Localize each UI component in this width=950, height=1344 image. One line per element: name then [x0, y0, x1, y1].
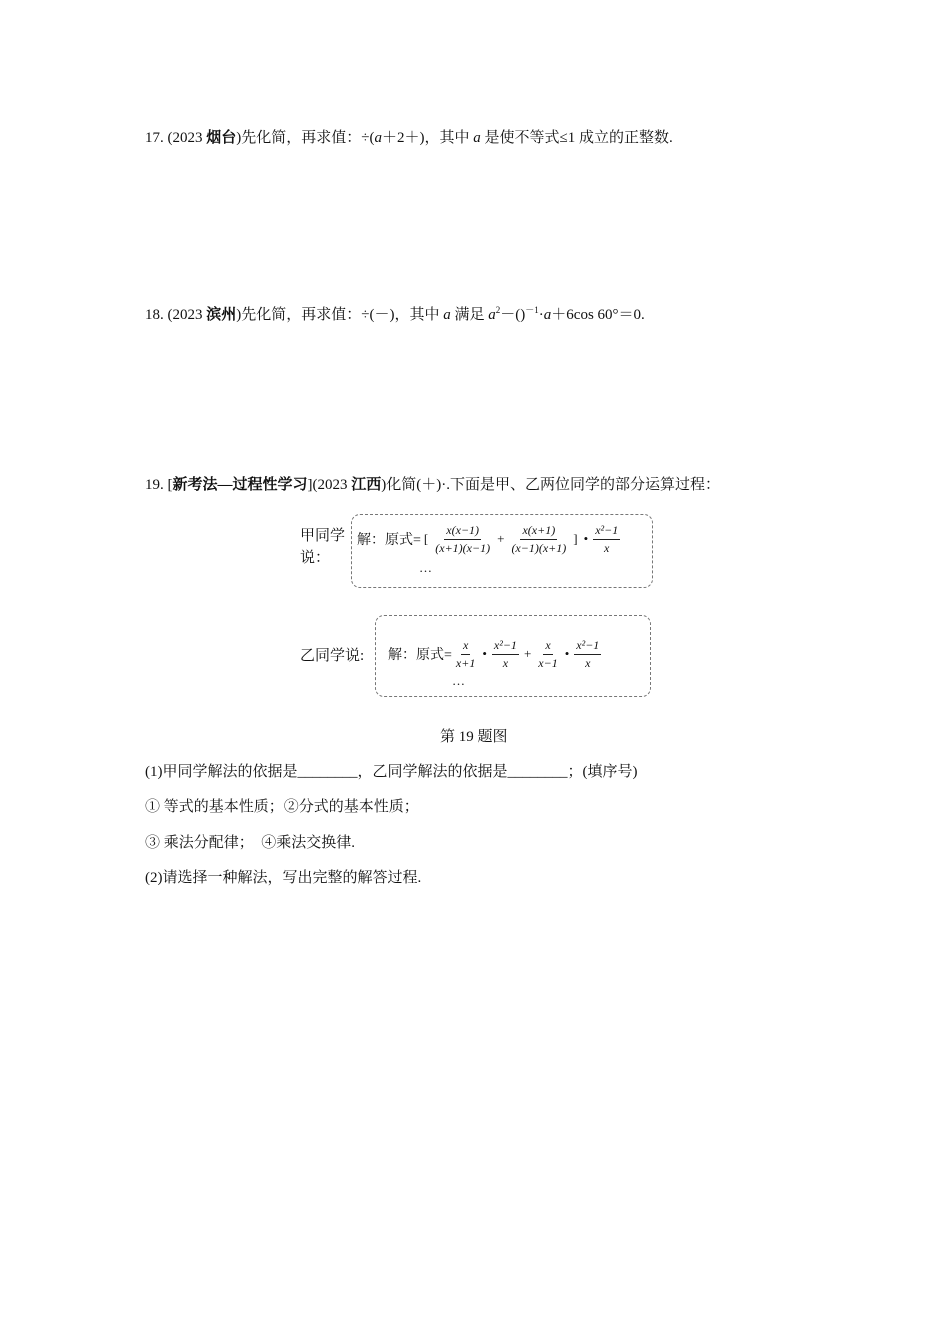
- numerator: x²−1: [574, 638, 601, 655]
- denominator: (x−1)(x+1): [511, 540, 567, 555]
- q19-source: 江西: [351, 477, 382, 493]
- ellipsis: …: [419, 560, 433, 575]
- var-a: a: [473, 130, 481, 146]
- figure-caption: 第 19 题图: [440, 729, 508, 745]
- q18-text: ＋6cos 60°＝0.: [551, 307, 645, 323]
- question-19: [145, 475, 720, 495]
- q17-number: 17. (2023: [145, 130, 207, 146]
- numerator: x²−1: [593, 523, 620, 540]
- options-1-2: ① 等式的基本性质；②分式的基本性质；: [145, 799, 419, 815]
- fraction: [593, 523, 620, 556]
- q17-source: 烟台: [206, 130, 237, 146]
- q19-text: )化简(＋)·.下面是甲、乙两位同学的部分运算过程：: [381, 477, 721, 493]
- ellipsis: …: [452, 673, 466, 688]
- plus: +: [523, 646, 532, 661]
- q18-number: 18. (2023: [145, 307, 207, 323]
- yi-label: 乙同学说:: [300, 648, 365, 664]
- fraction: [536, 638, 559, 671]
- yi-equation: [388, 633, 603, 675]
- fraction: [433, 523, 492, 556]
- dot: •: [482, 646, 487, 661]
- bracket: ]: [573, 531, 578, 546]
- q18-source: 滨州: [206, 307, 237, 323]
- q18-text: －(): [500, 307, 526, 323]
- exponent: －1: [525, 305, 539, 315]
- denominator: x−1: [538, 655, 558, 670]
- yi-start: 解：原式=: [388, 648, 452, 663]
- denominator: x: [585, 655, 591, 670]
- exponent: 2: [495, 305, 501, 315]
- numerator: x(x−1): [444, 523, 481, 540]
- plus: +: [497, 531, 505, 546]
- part-2: (2)请选择一种解法，写出完整的解答过程.: [145, 870, 422, 886]
- fraction: [492, 638, 519, 671]
- dot: •: [583, 531, 589, 546]
- jia-start: 解：原式=: [357, 533, 421, 548]
- var-a: a: [443, 307, 451, 323]
- question-18: [145, 300, 645, 325]
- q18-text: 满足: [450, 307, 489, 323]
- numerator: x²−1: [492, 638, 519, 655]
- var-a: a: [543, 307, 552, 323]
- fraction: [454, 638, 477, 671]
- bracket: [: [423, 531, 429, 546]
- jia-equation: [357, 518, 622, 560]
- var-a: a: [374, 130, 382, 146]
- q19-number: 19. [: [145, 477, 173, 493]
- options-3-4: ③ 乘法分配律； ④乘法交换律.: [145, 835, 356, 851]
- jia-label: 甲同学说：: [300, 528, 346, 566]
- denominator: (x+1)(x−1): [435, 540, 491, 555]
- q17-text: )先化简，再求值：÷(: [236, 130, 375, 146]
- numerator: x(x+1): [520, 523, 557, 540]
- denominator: x+1: [455, 655, 476, 670]
- var-a: a: [488, 307, 496, 323]
- numerator: x: [543, 638, 552, 655]
- q18-text: )先化简，再求值：÷(－)，其中: [236, 307, 444, 323]
- q19-tag: 新考法—过程性学习: [172, 477, 308, 493]
- part-1: (1)甲同学解法的依据是________，乙同学解法的依据是________；(填序号): [145, 764, 638, 780]
- q19-text: ](2023: [307, 477, 352, 493]
- q17-text: 是使不等式≤1 成立的正整数.: [480, 130, 673, 146]
- denominator: x: [604, 540, 610, 555]
- fraction: [509, 523, 568, 556]
- denominator: x: [502, 655, 509, 670]
- dot: •: [564, 646, 570, 661]
- question-17: [145, 128, 673, 148]
- q17-text: ＋2＋)，其中: [382, 130, 474, 146]
- fraction: [574, 638, 601, 671]
- numerator: x: [461, 638, 470, 655]
- q18-text: ·: [538, 307, 544, 323]
